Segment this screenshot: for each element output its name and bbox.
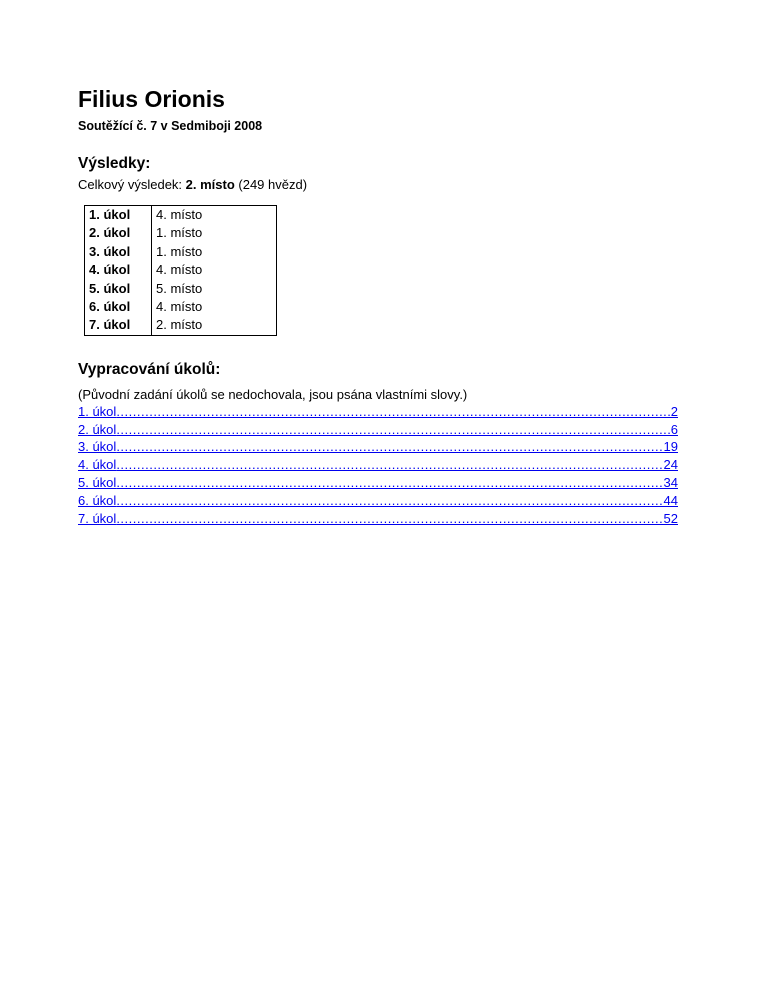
results-row — [85, 224, 277, 242]
tasks-heading: Vypracování úkolů: — [78, 360, 221, 378]
task-place: 4. místo — [156, 207, 203, 222]
toc-label: 5. úkol — [78, 475, 117, 491]
toc-leader — [116, 403, 670, 421]
toc-link[interactable] — [78, 421, 678, 439]
toc-link[interactable] — [78, 438, 678, 456]
task-place: 4. místo — [156, 262, 203, 278]
toc-item — [78, 474, 678, 492]
toc-label: 7. úkol — [78, 510, 117, 526]
toc-item — [78, 438, 678, 456]
toc-label: 2. úkol — [78, 421, 117, 437]
task-name: 7. úkol — [85, 316, 152, 335]
results-row — [85, 206, 277, 225]
table-of-contents — [78, 403, 678, 528]
toc-leader — [116, 438, 663, 456]
toc-link[interactable] — [78, 492, 678, 510]
toc-item — [78, 492, 678, 510]
results-heading: Výsledky: — [78, 155, 151, 172]
document-title: Filius Orionis — [78, 86, 225, 112]
overall-result — [78, 176, 678, 193]
results-row — [85, 261, 277, 279]
toc-page-number: 19 — [663, 439, 678, 455]
toc-leader — [116, 474, 663, 492]
toc-link[interactable] — [78, 403, 678, 421]
toc-link[interactable] — [78, 456, 678, 474]
results-row — [85, 316, 277, 335]
toc-leader — [116, 456, 663, 474]
document-page — [78, 84, 678, 527]
results-row — [85, 243, 277, 261]
toc-item — [78, 510, 678, 528]
overall-result-place: 2. místo — [185, 177, 235, 192]
task-name: 5. úkol — [85, 280, 152, 298]
task-name: 4. úkol — [85, 261, 152, 279]
toc-leader — [116, 492, 663, 510]
toc-item — [78, 421, 678, 439]
toc-label: 1. úkol — [78, 403, 117, 419]
toc-item — [78, 456, 678, 474]
toc-item — [78, 403, 678, 421]
tasks-note: (Původní zadání úkolů se nedochovala, jsou psána vlastními slovy.) — [78, 386, 468, 402]
overall-result-prefix: Celkový výsledek: — [78, 177, 186, 192]
toc-page-number: 2 — [670, 403, 678, 419]
document-subtitle: Soutěžící č. 7 v Sedmiboji 2008 — [78, 119, 263, 133]
toc-page-number: 52 — [663, 510, 678, 526]
toc-label: 4. úkol — [78, 457, 117, 473]
task-place: 1. místo — [156, 243, 203, 259]
toc-link[interactable] — [78, 510, 678, 528]
toc-label: 6. úkol — [78, 492, 117, 508]
task-name: 6. úkol — [85, 298, 152, 316]
task-place: 2. místo — [156, 317, 203, 333]
task-place: 5. místo — [156, 280, 203, 296]
toc-label: 3. úkol — [78, 439, 117, 455]
results-row — [85, 298, 277, 316]
toc-leader — [116, 421, 670, 439]
toc-leader — [116, 510, 663, 528]
toc-page-number: 24 — [663, 457, 678, 473]
results-row — [85, 280, 277, 298]
task-place: 1. místo — [156, 225, 203, 241]
toc-page-number: 44 — [663, 492, 678, 508]
toc-page-number: 6 — [670, 421, 678, 437]
task-name: 2. úkol — [85, 224, 152, 242]
toc-link[interactable] — [78, 474, 678, 492]
task-name: 3. úkol — [85, 243, 152, 261]
task-name: 1. úkol — [85, 206, 152, 225]
results-table — [84, 205, 277, 336]
overall-result-suffix: (249 hvězd) — [234, 177, 308, 192]
toc-page-number: 34 — [663, 475, 678, 491]
task-place: 4. místo — [156, 299, 203, 315]
